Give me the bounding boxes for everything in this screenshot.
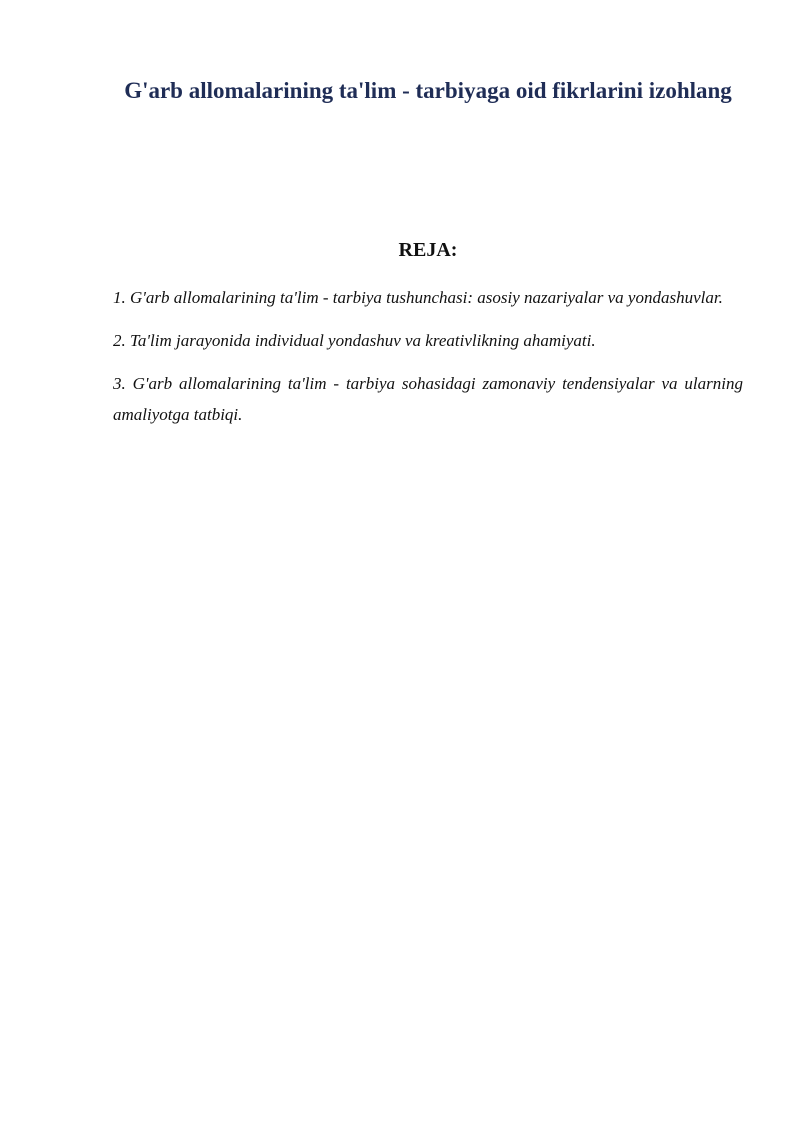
plan-item: 3. G'arb allomalarining ta'lim - tarbiya sohasidagi zamonaviy tendensiyalar va ularning amaliyotga tatbiqi. xyxy=(113,374,743,424)
plan-list xyxy=(113,282,743,442)
document-title: G'arb allomalarining ta'lim - tarbiyaga oid fikrlarini izohlang xyxy=(124,78,732,103)
plan-heading: REJA: xyxy=(398,239,458,261)
plan-item: 2. Ta'lim jarayonida individual yondashuv va kreativlikning ahamiyati. xyxy=(113,331,596,350)
plan-item: 1. G'arb allomalarining ta'lim - tarbiya tushunchasi: asosiy nazariyalar va yondashuvlar. xyxy=(113,288,723,307)
